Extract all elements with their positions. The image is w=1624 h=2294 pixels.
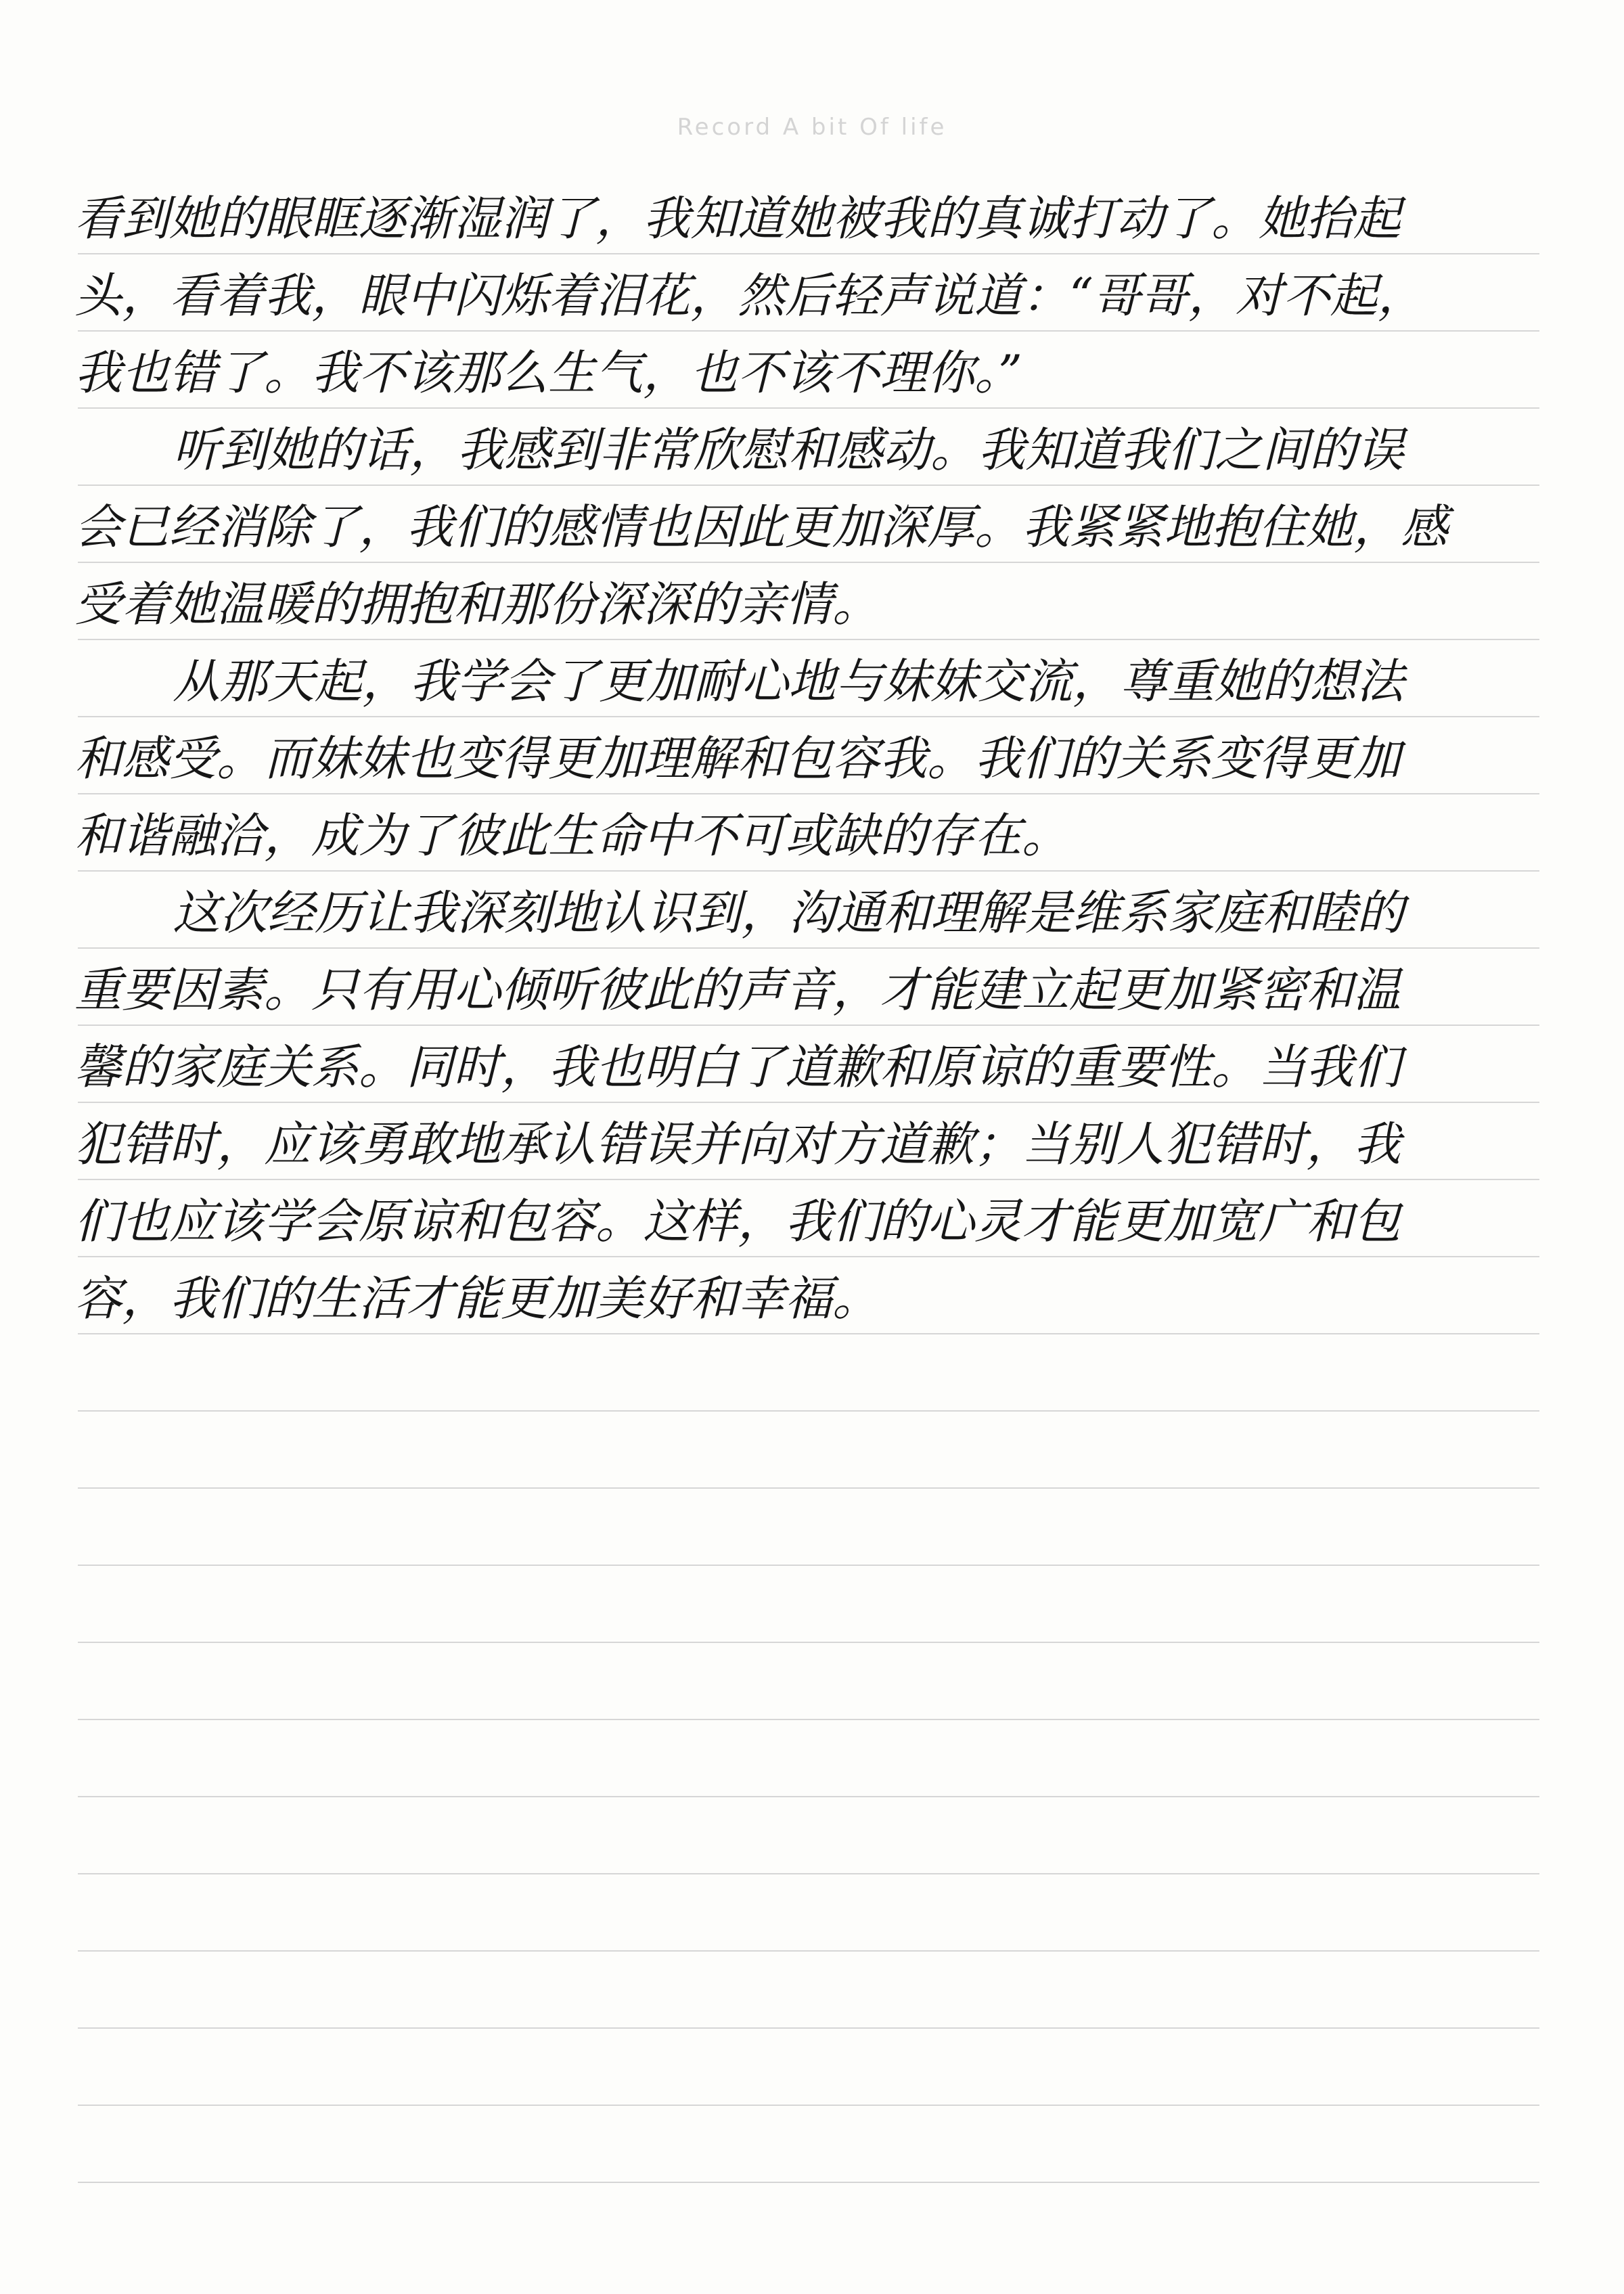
text-line: 听到她的话，我感到非常欣慰和感动。我知道我们之间的误 <box>173 423 1404 477</box>
ruled-line <box>78 485 1539 486</box>
text-line: 重要因素。只有用心倾听彼此的声音，才能建立起更加紧密和温 <box>74 963 1401 1017</box>
ruled-line <box>78 1642 1539 1643</box>
ruled-line <box>78 1719 1539 1720</box>
ruled-line <box>78 1410 1539 1412</box>
ruled-line <box>78 1950 1539 1952</box>
ruled-line <box>78 716 1539 717</box>
ruled-line <box>78 1487 1539 1489</box>
text-line: 会已经消除了，我们的感情也因此更加深厚。我紧紧地抱住她，感 <box>74 500 1448 554</box>
ruled-line <box>78 639 1539 640</box>
ruled-line <box>78 1796 1539 1797</box>
ruled-line <box>78 1025 1539 1026</box>
text-line: 们也应该学会原谅和包容。这样，我们的心灵才能更加宽广和包 <box>74 1194 1401 1249</box>
page-watermark: Record A bit Of life <box>677 114 947 141</box>
ruled-line <box>78 253 1539 254</box>
ruled-line <box>78 1179 1539 1180</box>
ruled-line <box>78 870 1539 872</box>
ruled-line <box>78 2182 1539 2183</box>
text-line: 这次经历让我深刻地认识到，沟通和理解是维系家庭和睦的 <box>173 886 1404 940</box>
text-line: 从那天起，我学会了更加耐心地与妹妹交流，尊重她的想法 <box>173 654 1404 709</box>
text-line: 和感受。而妹妹也变得更加理解和包容我。我们的关系变得更加 <box>74 732 1401 786</box>
ruled-line <box>78 793 1539 794</box>
ruled-line <box>78 562 1539 563</box>
ruled-line <box>78 1873 1539 1874</box>
text-line: 受着她温暖的拥抱和那份深深的亲情。 <box>74 577 880 631</box>
text-line: 容，我们的生活才能更加美好和幸福。 <box>74 1272 880 1326</box>
text-line: 和谐融洽，成为了彼此生命中不可或缺的存在。 <box>74 809 1069 863</box>
ruled-line <box>78 2105 1539 2106</box>
text-line: 馨的家庭关系。同时，我也明白了道歉和原谅的重要性。当我们 <box>74 1040 1401 1094</box>
text-line: 看到她的眼眶逐渐湿润了，我知道她被我的真诚打动了。她抬起 <box>74 192 1401 246</box>
ruled-line <box>78 330 1539 332</box>
ruled-line <box>78 1333 1539 1334</box>
ruled-line <box>78 407 1539 409</box>
text-line: 犯错时，应该勇敢地承认错误并向对方道歉；当别人犯错时，我 <box>74 1117 1401 1171</box>
text-line: 我也错了。我不该那么生气，也不该不理你。” <box>74 346 1022 400</box>
ruled-line <box>78 1256 1539 1257</box>
ruled-line <box>78 2027 1539 2029</box>
text-line: 头，看着我，眼中闪烁着泪花，然后轻声说道：“哥哥，对不起， <box>74 269 1425 323</box>
ruled-line <box>78 1565 1539 1566</box>
ruled-line <box>78 1102 1539 1103</box>
ruled-line <box>78 947 1539 949</box>
